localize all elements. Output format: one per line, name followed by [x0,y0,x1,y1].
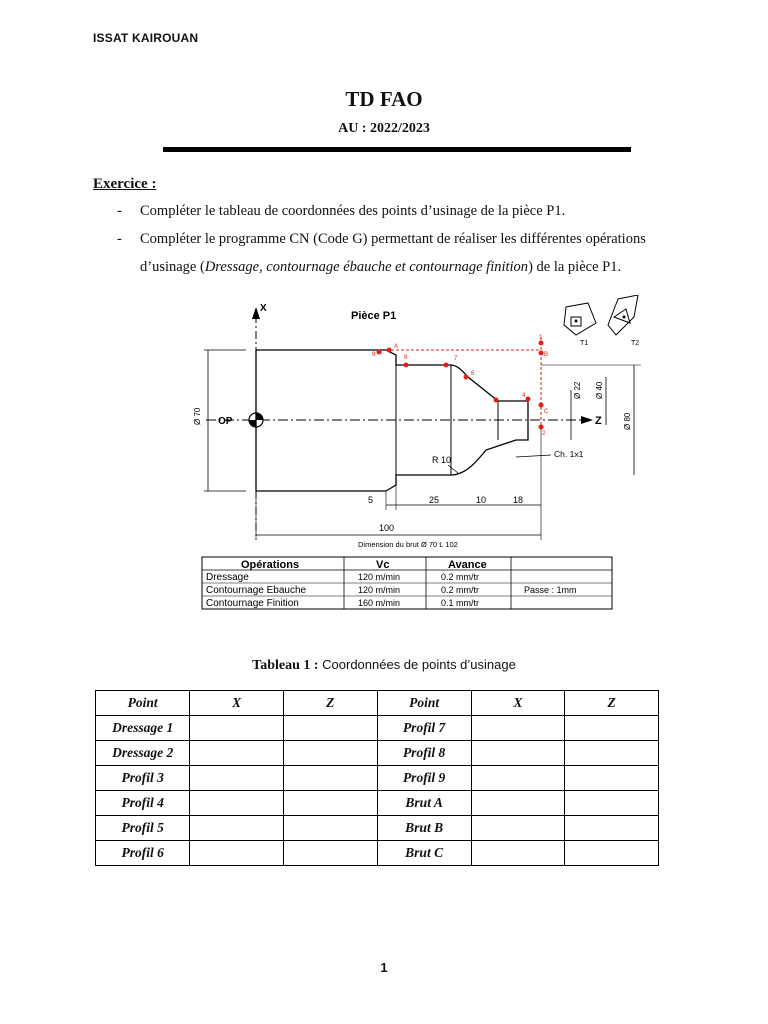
row-point: Profil 4 [96,791,190,816]
coordinates-table [95,690,659,866]
z-axis-label: Z [595,415,602,427]
cell-x[interactable] [190,816,284,841]
document-title: TD FAO [345,87,423,111]
table1-caption-text: Coordonnées de points d’usinage [318,657,516,672]
bullet-dash-2: - [117,231,122,247]
point-2 [539,425,544,430]
point-1-label: 1 [539,335,543,341]
x-axis-arrow [252,307,260,319]
row-point: Brut B [377,816,471,841]
tool-t2-label: T2 [631,340,640,347]
ct-row1-op: Dressage [206,572,249,583]
row-point: Profil 9 [377,766,471,791]
point-C [539,403,544,408]
ct-row3-vc: 160 m/min [358,598,401,608]
ct-row1-vc: 120 m/min [358,572,401,582]
cell-x[interactable] [190,716,284,741]
row-point: Profil 5 [96,816,190,841]
cell-z[interactable] [565,841,659,866]
ct-row1-avance: 0.2 mm/tr [441,572,480,582]
cell-z[interactable] [565,741,659,766]
point-A [387,348,392,353]
point-8 [404,363,409,368]
point-9-label: 9 [372,352,376,358]
ct-row2-vc: 120 m/min [358,585,401,595]
bullet-dash-1: - [117,203,122,219]
cell-z[interactable] [283,741,377,766]
cell-z[interactable] [565,791,659,816]
brut-dimension: Dimension du brut Ø 70 L 102 [358,540,458,549]
col-header-z: Z [283,691,377,716]
dim-18: 18 [513,495,524,505]
cell-z[interactable] [283,816,377,841]
academic-year: AU : 2022/2023 [338,121,430,136]
point-C-label: C [544,409,549,415]
point-2-label: 2 [542,431,546,437]
cell-x[interactable] [471,716,565,741]
ct-row2-op: Contournage Ebauche [206,585,307,596]
page-number: 1 [380,960,388,975]
bullet-text-1: Compléter le tableau de coordonnées des points d’usinage de la pièce P1. [140,203,566,219]
cell-z[interactable] [283,841,377,866]
table1-caption-bold: Tableau 1 : [252,658,319,673]
origin-label: OP [218,416,233,427]
ct-row2-avance: 0.2 mm/tr [441,585,480,595]
point-8-label: 8 [404,355,408,361]
point-9 [377,350,382,355]
cell-z[interactable] [565,716,659,741]
point-4 [526,397,531,402]
col-header-x: X [190,691,284,716]
profile-upper [256,350,528,420]
bullet-text-2-line1: Compléter le programme CN (Code G) permettant de réaliser les différentes opérations [140,231,646,247]
exercise-heading: Exercice : [93,176,157,192]
cell-x[interactable] [190,791,284,816]
z-axis-arrow [581,416,593,424]
ct-row3-avance: 0.1 mm/tr [441,598,480,608]
dim-phi22: Ø 22 [573,381,582,399]
ct-header-vc: Vc [376,559,390,571]
radius-label: R 10 [432,455,452,465]
row-point: Profil 8 [377,741,471,766]
table-header-row [96,691,659,716]
point-4-label: 4 [522,393,526,399]
tool-t2-icon [608,295,638,335]
table-row [96,741,659,766]
point-6-label: 6 [471,371,475,377]
dim-phi40: Ø 40 [595,381,604,399]
bullet-text-2-suffix: ) de la pièce P1. [528,259,622,275]
point-5 [494,398,499,403]
point-B [539,351,544,356]
cutting-parameters-table [202,557,612,609]
cell-x[interactable] [471,741,565,766]
dim-10: 10 [476,495,487,505]
piece-label: Pièce P1 [351,310,397,322]
table1-caption [0,657,768,674]
col-header-z-2: Z [565,691,659,716]
row-point: Brut C [377,841,471,866]
table-row [96,766,659,791]
table-row [96,816,659,841]
point-7-label: 7 [454,356,458,362]
bullet-text-2 [140,225,700,281]
point-1 [539,341,544,346]
piece-p1-figure [186,295,656,620]
row-point: Profil 6 [96,841,190,866]
col-header-point: Point [96,691,190,716]
profile-lower [386,420,528,491]
table-row [96,791,659,816]
ct-header-operations: Opérations [241,559,300,571]
cell-x[interactable] [471,766,565,791]
cell-x[interactable] [471,791,565,816]
cell-x[interactable] [471,816,565,841]
dim-phi80: Ø 80 [623,412,632,430]
dim-25: 25 [429,495,440,505]
cell-z[interactable] [565,766,659,791]
chamfer-label: Ch. 1x1 [554,449,584,459]
cell-x[interactable] [471,841,565,866]
ct-row2-passe: Passe : 1mm [524,585,577,595]
cell-x[interactable] [190,741,284,766]
dim-100: 100 [379,523,395,533]
tool-t1-label: T1 [580,340,589,347]
table-row [96,841,659,866]
cell-x[interactable] [190,841,284,866]
table-row [96,716,659,741]
row-point: Brut A [377,791,471,816]
cell-z[interactable] [283,716,377,741]
dim-phi70: Ø 70 [193,407,202,425]
ct-header-avance: Avance [448,559,487,571]
row-point: Dressage 2 [96,741,190,766]
cell-x[interactable] [190,766,284,791]
col-header-point-2: Point [377,691,471,716]
title-divider [163,147,631,152]
cell-z[interactable] [283,791,377,816]
row-point: Dressage 1 [96,716,190,741]
bullet-text-2-prefix: d’usinage ( [140,259,205,275]
tool-t1-icon [564,303,596,335]
bullet-text-2-italic: Dressage, contournage ébauche et contournage finition [204,259,529,275]
x-axis-label: X [260,303,267,314]
ct-row3-op: Contournage Finition [206,598,299,609]
point-7 [444,363,449,368]
point-A-label: A [394,344,399,350]
cell-z[interactable] [283,766,377,791]
row-point: Profil 3 [96,766,190,791]
cell-z[interactable] [565,816,659,841]
col-header-x-2: X [471,691,565,716]
point-6 [464,375,469,380]
institution-header: ISSAT KAIROUAN [93,31,199,45]
dim-5: 5 [368,495,374,505]
point-B-label: B [544,352,549,358]
row-point: Profil 7 [377,716,471,741]
